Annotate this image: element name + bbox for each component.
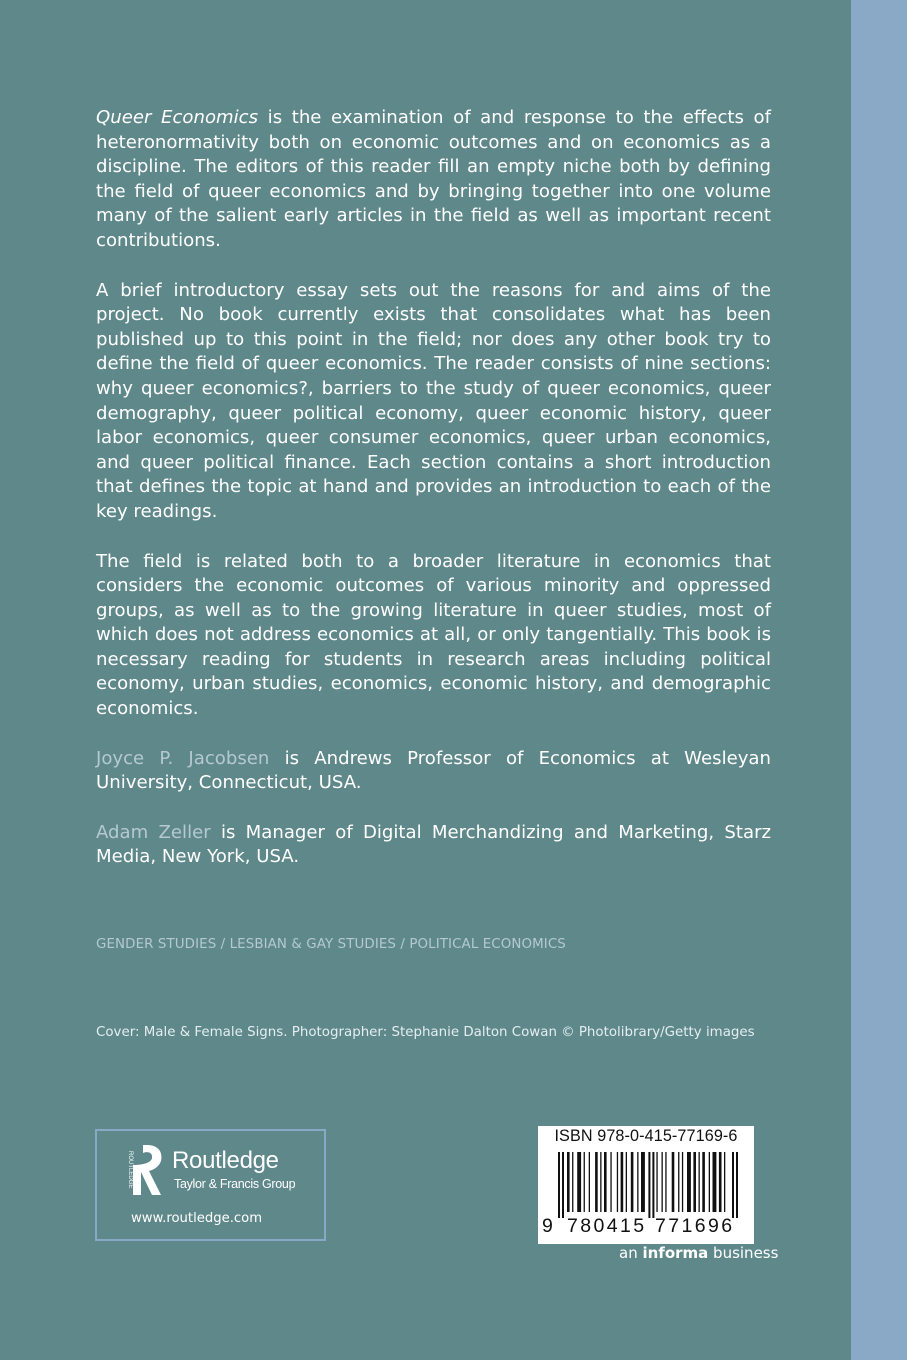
barcode-bar — [672, 1152, 675, 1212]
blurb-paragraph-3: The field is related both to a broader literature in economics that considers the economic outcomes of various minority and oppressed groups, as well as to the growing literature in queer studies, most of which does not address economics at all, or only tangentially. This book is necessary reading for students in research areas including political economy, urban studies, economics, economic history, and demographic economics. — [96, 550, 771, 720]
barcode-digits-right: 771696 — [655, 1215, 735, 1237]
barcode-bar — [584, 1152, 585, 1212]
editor-name-1: Joyce P. Jacobsen — [96, 747, 270, 769]
isbn-barcode — [538, 1126, 754, 1244]
barcode-bar — [702, 1152, 705, 1212]
barcode-bar — [699, 1152, 700, 1212]
isbn-number: ISBN 978-0-415-77169-6 — [554, 1127, 738, 1145]
barcode-bar — [600, 1152, 601, 1212]
spine-strip — [851, 0, 907, 1360]
barcode-bar — [682, 1152, 683, 1212]
editor-name-2: Adam Zeller — [96, 821, 211, 843]
blurb-paragraph-1-text: is the examination of and response to the effects of heteronormativity both on economic outcomes and on economics as a discipline. The editors of this reader fill an empty niche both by defining the field of queer economics and by bringing together into one volume many of the salient early articles in the field as well as important recent contributions. — [96, 107, 771, 251]
book-title-italic: Queer Economics — [96, 107, 259, 128]
publisher-name: Routledge — [172, 1147, 279, 1174]
publisher-logo-box — [95, 1129, 326, 1241]
barcode-bar — [589, 1152, 590, 1212]
informa-tagline — [619, 1244, 778, 1262]
barcode-bar — [656, 1152, 657, 1212]
informa-brand: informa — [642, 1244, 709, 1262]
barcode-bars — [538, 1148, 754, 1218]
editor-bio-2 — [96, 821, 771, 870]
barcode-bar — [558, 1152, 560, 1218]
barcode-digit-first: 9 — [542, 1215, 553, 1237]
editor-bio-text-1: is Andrews Professor of Economics at Wesleyan University, Connecticut, USA. — [96, 747, 771, 794]
barcode-bar — [617, 1152, 618, 1212]
back-cover-text — [96, 106, 771, 870]
barcode-digits-left: 780415 — [567, 1215, 647, 1237]
barcode-bar — [732, 1152, 734, 1218]
logo-mark-text: ROUTLEDGE — [127, 1151, 133, 1189]
barcode-bar — [709, 1152, 710, 1212]
publisher-group: Taylor & Francis Group — [174, 1177, 296, 1191]
barcode-bar — [626, 1152, 627, 1212]
editor-bio-text-2: is Manager of Digital Merchandizing and Marketing, Starz Media, New York, USA. — [96, 821, 771, 868]
barcode-bar — [595, 1152, 598, 1212]
barcode-bar — [562, 1152, 564, 1218]
barcode-bar — [693, 1152, 696, 1212]
barcode-bar — [621, 1152, 624, 1212]
barcode-bar — [736, 1152, 738, 1218]
routledge-logo-icon — [125, 1143, 165, 1197]
subject-categories: GENDER STUDIES / LESBIAN & GAY STUDIES / POLITICAL ECONOMICS — [96, 937, 566, 952]
barcode-bar — [577, 1152, 581, 1212]
barcode-bar — [713, 1152, 717, 1212]
barcode-bar — [610, 1152, 611, 1212]
barcode-bar — [641, 1152, 645, 1212]
barcode-bar — [604, 1152, 607, 1212]
barcode-bar — [724, 1152, 725, 1212]
informa-prefix: an — [619, 1244, 643, 1262]
editor-bio-1 — [96, 747, 771, 796]
blurb-paragraph-1 — [96, 106, 771, 254]
barcode-bar — [637, 1152, 638, 1212]
publisher-url: www.routledge.com — [131, 1211, 263, 1226]
barcode-bar — [665, 1152, 666, 1212]
barcode-bar — [572, 1152, 573, 1212]
barcode-bar — [652, 1152, 654, 1218]
barcode-bar — [719, 1152, 722, 1212]
barcode-bar — [687, 1152, 691, 1212]
blurb-paragraph-2: A brief introductory essay sets out the reasons for and aims of the project. No book currently exists that consolidates what has been published up to this point in the field; nor does any other book try to define the field of queer economics. The reader consists of nine sections: why queer economics?, barriers to the study of queer economics, queer demography, queer political economy, queer economic history, queer labor economics, queer consumer economics, queer urban economics, and queer political finance. Each section contains a short introduction that defines the topic at hand and provides an introduction to each of the key readings. — [96, 279, 771, 522]
barcode-bar — [567, 1152, 570, 1212]
barcode-bar — [678, 1152, 679, 1212]
barcode-bar — [631, 1152, 634, 1212]
informa-suffix: business — [708, 1244, 779, 1262]
cover-credit: Cover: Male & Female Signs. Photographer: Stephanie Dalton Cowan © Photolibrary/Getty images — [96, 1025, 755, 1040]
barcode-bar — [648, 1152, 650, 1218]
barcode-bar — [662, 1152, 663, 1212]
